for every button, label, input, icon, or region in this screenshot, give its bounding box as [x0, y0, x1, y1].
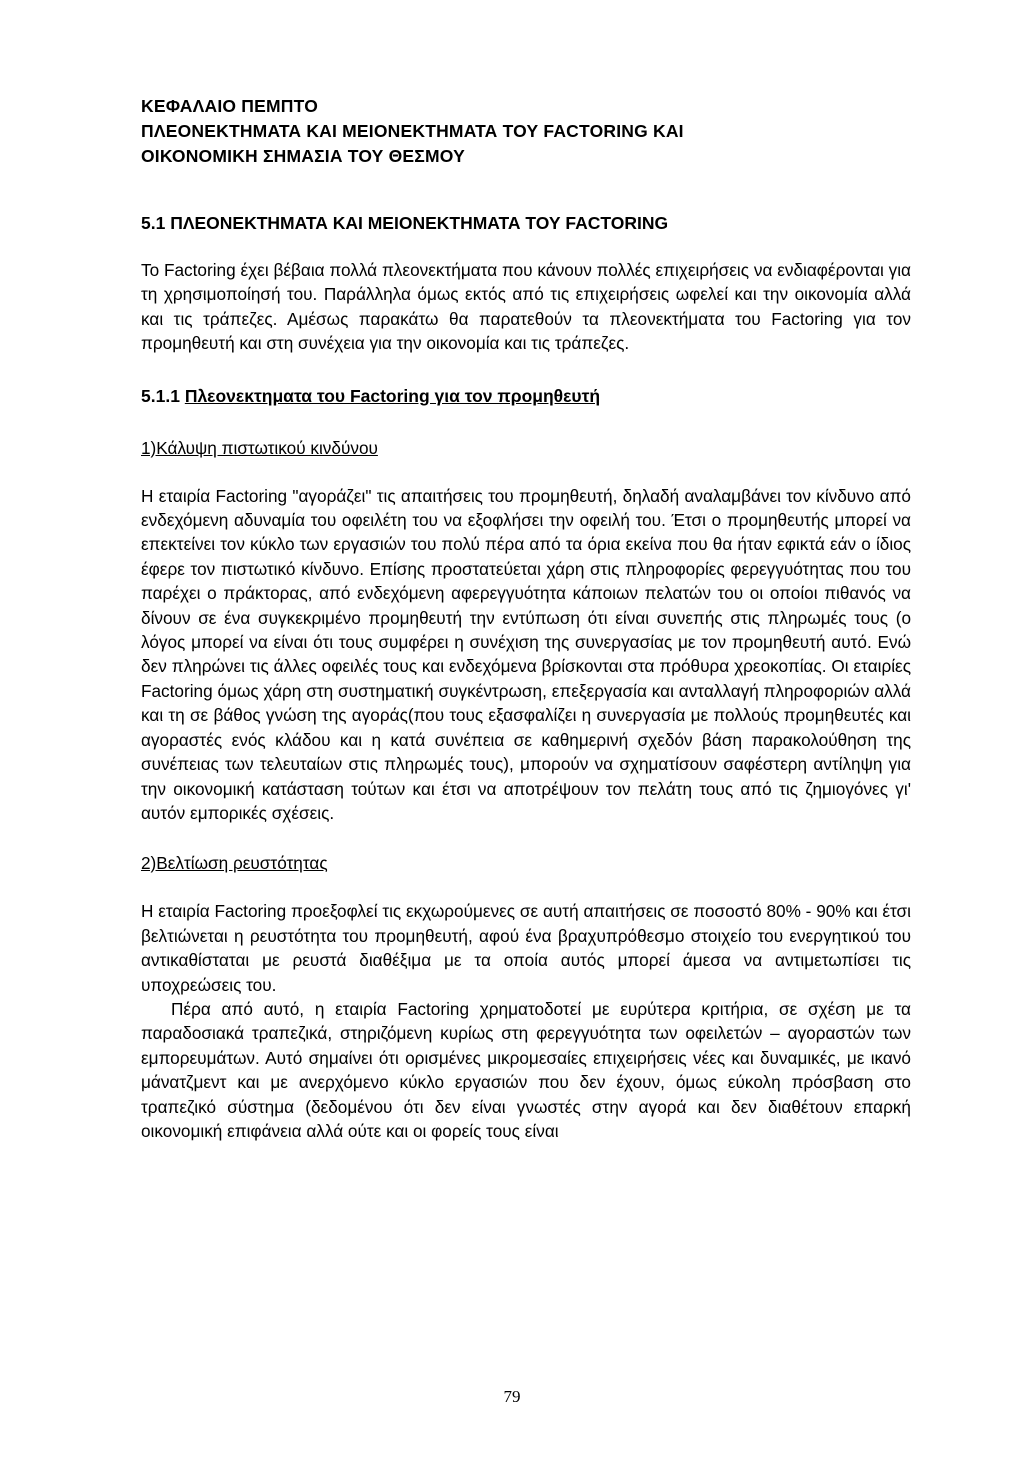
item-1-title: 1)Κάλυψη πιστωτικού κινδύνου: [141, 437, 378, 458]
chapter-label: ΚΕΦΑΛΑΙΟ ΠΕΜΠΤΟ: [141, 96, 319, 116]
item-2-heading: [141, 851, 911, 876]
section-title: 5.1 ΠΛΕΟΝΕΚΤΗΜΑΤΑ ΚΑΙ ΜΕΙΟΝΕΚΤΗΜΑΤΑ ΤΟΥ FACTORING: [141, 213, 669, 233]
chapter-heading: [141, 94, 911, 169]
item-1-heading: [141, 436, 911, 461]
document-page: [141, 94, 911, 1143]
item-2-title: 2)Βελτίωση ρευστότητας: [141, 853, 328, 874]
chapter-title-line-1: ΠΛΕΟΝΕΚΤΗΜΑΤΑ ΚΑΙ ΜΕΙΟΝΕΚΤΗΜΑΤΑ ΤΟΥ FACTORING ΚΑΙ: [141, 121, 684, 141]
item-1-paragraph: Η εταιρία Factoring "αγοράζει" τις απαιτήσεις του προμηθευτή, δηλαδή αναλαμβάνει τον κίνδυνο από ενδεχόμενη αδυναμία του οφειλέτη του να εξοφλήσει την οφειλή του. Έτσι ο προμηθευτής μπορεί να επεκτείνει τον κύκλο των εργασιών του πολύ πέρα από τα όρια εκείνα που θα ήταν εφικτά εάν ο ίδιος έφερε τον πιστωτικό κίνδυνο. Επίσης προστατεύεται χάρη στις πληροφορίες φερεγγυότητας που του παρέχει ο πράκτορας, από ενδεχόμενη αφερεγγυότητα κάποιων πελατών του οι οποίοι πιθανός να δίνουν σε ένα συγκεκριμένο προμηθευτή την εντύπωση ότι είναι συνεπής στις πληρωμές τους (ο λόγος μπορεί να είναι ότι τους συμφέρει η συνέχιση της συνεργασίας με τον προμηθευτή αυτό. Ενώ δεν πληρώνει τις άλλες οφειλές τους και ενδεχόμενα βρίσκονται στα πρόθυρα χρεοκοπίας. Οι εταιρίες Factoring όμως χάρη στη συστηματική συγκέντρωση, επεξεργασία και ανταλλαγή πληροφοριών αλλά και τη σε βάθος γνώση της αγοράς(που τους εξασφαλίζει η συνεργασία με πολλούς προμηθευτές και αγοραστές ενός κλάδου και η κατά συνέπεια σε καθημερινή σχεδόν βάση παρακολούθηση της συνέπειας των τελευταίων στις πληρωμές τους), μπορούν να σχηματίσουν σαφέστερη αντίληψη για την οικονομική κατάσταση τούτων και έτσι να αποτρέψουν τον πελάτη τους από τις ζημιογόνες γι' αυτόν εμπορικές σχέσεις.: [141, 485, 911, 823]
subsection-title: Πλεονεκτηματα του Factoring για τον προμηθευτή: [184, 385, 601, 406]
chapter-title-line-2: ΟΙΚΟΝΟΜΙΚΗ ΣΗΜΑΣΙΑ ΤΟΥ ΘΕΣΜΟΥ: [141, 146, 465, 166]
item-2-paragraph-1: Η εταιρία Factoring προεξοφλεί τις εκχωρούμενες σε αυτή απαιτήσεις σε ποσοστό 80% - 90% και έτσι βελτιώνεται η ρευστότητα του προμηθευτή, αφού ένα βραχυπρόθεσμο στοιχείο του ενεργητικού του αντικαθίσταται με ρευστά διαθέξιμα με τα οποία αυτός μπορεί άμεσα να αντιμετωπίσει τις υποχρεώσεις του.: [141, 901, 911, 995]
subsection-number: 5.1.1: [141, 385, 180, 406]
section-intro-paragraph: Το Factoring έχει βέβαια πολλά πλεονεκτήματα που κάνουν πολλές επιχειρήσεις να ενδιαφέρονται για τη χρησιμοποίησή του. Παράλληλα όμως εκτός από τις επιχειρήσεις ωφελεί και την οικονομία αλλά και τις τράπεζες. Αμέσως παρακάτω θα παρατεθούν τα πλεονεκτήματα του Factoring για τον προμηθευτή και στη συνέχεια για την οικονομία και τις τράπεζες.: [141, 260, 911, 354]
page-number: 79: [503, 1387, 521, 1406]
item-2-paragraph-2: Πέρα από αυτό, η εταιρία Factoring χρηματοδοτεί με ευρύτερα κριτήρια, σε σχέση με τα παραδοσιακά τραπεζικά, στηριζόμενη κυρίως στη φερεγγυότητα των οφειλετών – αγοραστών των εμπορευμάτων. Αυτό σημαίνει ότι ορισμένες μικρομεσαίες επιχειρήσεις νέες και δυναμικές, με ικανό μάνατζμεντ και με ανερχόμενο κύκλο εργασιών που δεν έχουν, όμως εύκολη πρόσβαση στο τραπεζικό σύστημα (δεδομένου ότι δεν είναι γνωστές στην αγορά και δεν διαθέτουν επαρκή οικονομική επιφάνεια αλλά ούτε και οι φορείς τους είναι: [141, 998, 911, 1141]
subsection-heading: [141, 384, 911, 409]
